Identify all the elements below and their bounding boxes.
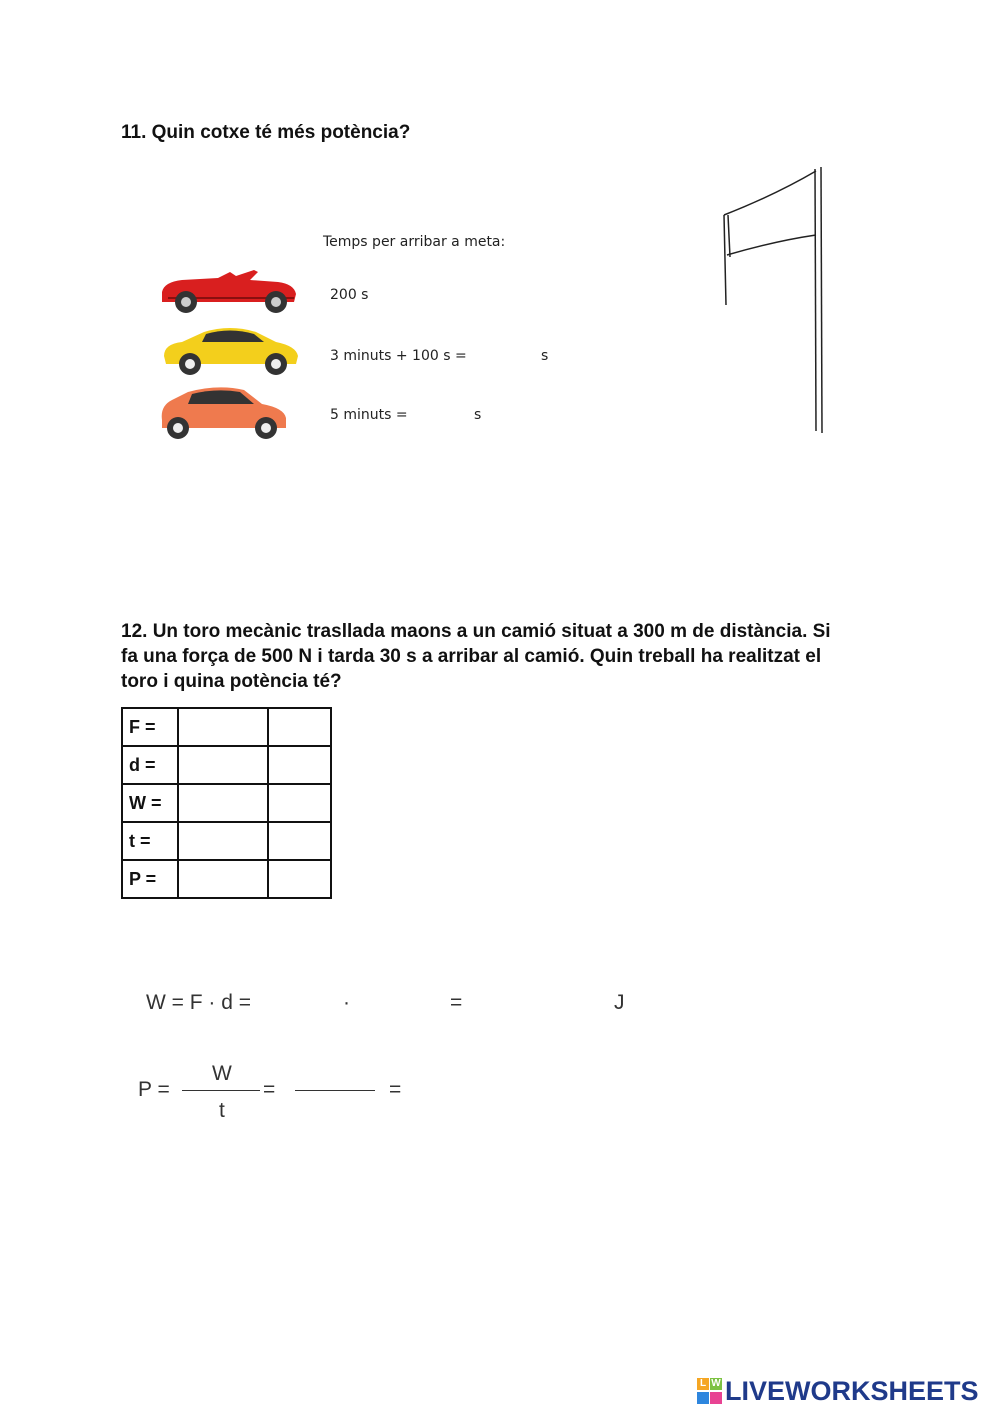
value-cell[interactable] <box>178 822 268 860</box>
unit-cell[interactable] <box>268 746 331 784</box>
question-12-line-2: fa una força de 500 N i tarda 30 s a arribar al camió. Quin treball ha realitzat el <box>121 646 822 667</box>
row-label-w: W = <box>122 784 178 822</box>
power-formula-numerator: W <box>212 1062 232 1085</box>
question-12-line-1: 12. Un toro mecànic traslla​da maons a un camió situat a 300 m de distància. Si <box>121 621 831 642</box>
question-12-title <box>121 619 901 694</box>
unit-cell[interactable] <box>268 822 331 860</box>
work-formula-equals: = <box>450 991 463 1014</box>
values-table <box>121 707 332 899</box>
value-cell[interactable] <box>178 784 268 822</box>
power-formula-equals-1: = <box>263 1078 276 1101</box>
yellow-car-unit: s <box>541 348 549 364</box>
power-formula-equals-2: = <box>389 1078 402 1101</box>
work-formula-unit: J <box>614 991 625 1014</box>
work-formula-lhs: W = F · d = <box>146 991 252 1014</box>
unit-cell[interactable] <box>268 784 331 822</box>
finish-flag-icon <box>715 165 835 437</box>
value-cell[interactable] <box>178 708 268 746</box>
value-cell[interactable] <box>178 860 268 898</box>
orange-hatchback-car-icon <box>158 384 292 440</box>
question-12-line-3: toro i quina potència té? <box>121 671 342 692</box>
answer-fraction-bar <box>295 1090 375 1091</box>
yellow-car-time: 3 minuts + 100 s = <box>330 348 467 364</box>
logo-square-pink <box>710 1392 722 1404</box>
power-formula-lhs: P = <box>138 1078 170 1101</box>
unit-cell[interactable] <box>268 708 331 746</box>
row-label-f: F = <box>122 708 178 746</box>
table-row <box>122 708 331 746</box>
logo-square-blue <box>697 1392 709 1404</box>
value-cell[interactable] <box>178 746 268 784</box>
times-header: Temps per arribar a meta: <box>323 234 506 250</box>
row-label-d: d = <box>122 746 178 784</box>
row-label-p: P = <box>122 860 178 898</box>
power-formula-denominator: t <box>219 1099 225 1122</box>
table-row <box>122 746 331 784</box>
orange-car-time: 5 minuts = <box>330 407 408 423</box>
unit-cell[interactable] <box>268 860 331 898</box>
fraction-bar <box>182 1090 260 1091</box>
work-formula-dot: · <box>343 991 350 1014</box>
orange-car-unit: s <box>474 407 482 423</box>
red-convertible-car-icon <box>158 262 300 316</box>
liveworksheets-logo-icon <box>697 1378 723 1406</box>
red-car-time: 200 s <box>330 287 369 303</box>
table-row <box>122 860 331 898</box>
logo-badge-l: L <box>697 1378 709 1390</box>
table-row <box>122 822 331 860</box>
table-row <box>122 784 331 822</box>
yellow-sedan-car-icon <box>160 322 302 376</box>
question-11-title: 11. Quin cotxe té més potència? <box>121 122 411 143</box>
liveworksheets-logo-text: LIVEWORKSHEETS <box>725 1376 979 1406</box>
logo-badge-w: W <box>711 1378 721 1389</box>
row-label-t: t = <box>122 822 178 860</box>
